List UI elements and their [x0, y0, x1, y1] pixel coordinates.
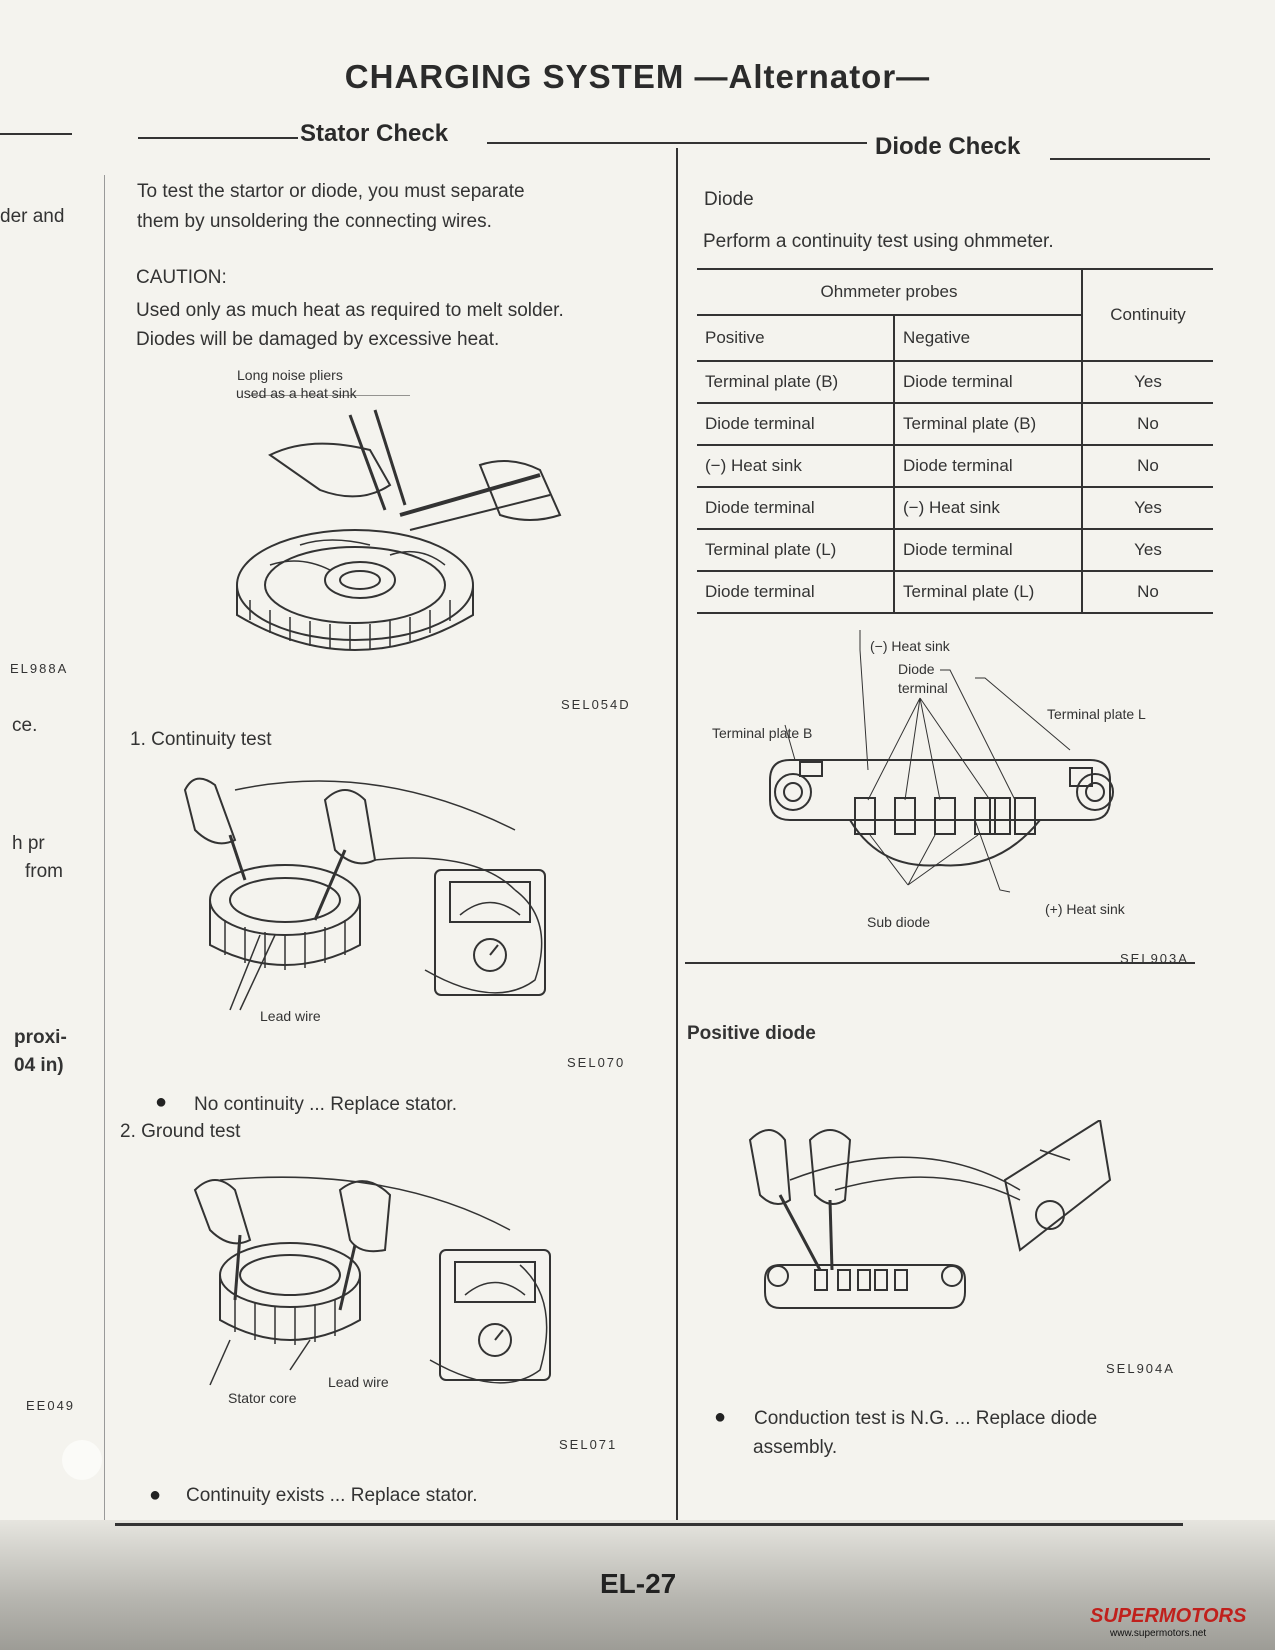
margin-fragment: der and: [0, 206, 65, 227]
watermark-url: www.supermotors.net: [1110, 1628, 1207, 1639]
figure-code: SEL054D: [561, 697, 631, 712]
positive-diode-heading: Positive diode: [687, 1023, 816, 1044]
stator-heading: Stator Check: [300, 120, 449, 147]
column-divider: [676, 148, 678, 1533]
ground-result: Continuity exists ... Replace stator.: [186, 1485, 478, 1506]
diode-result: assembly.: [753, 1437, 838, 1458]
cell-continuity: Yes: [1082, 487, 1213, 529]
caution-label: CAUTION:: [136, 267, 227, 288]
cell-negative: Terminal plate (L): [894, 571, 1082, 613]
heading-rule-right: [1050, 158, 1210, 160]
diagram-label: Terminal plate B: [712, 725, 813, 741]
watermark-logo: SUPERMOTORS: [1090, 1605, 1247, 1627]
table-header-continuity: Continuity: [1082, 269, 1213, 361]
figure-rule: [685, 962, 1195, 964]
margin-figure-code: EL988A: [10, 661, 69, 676]
diagram-label: (−) Heat sink: [870, 638, 950, 654]
positive-diode-test-illustration: [720, 1120, 1120, 1340]
cell-positive: Diode terminal: [697, 403, 894, 445]
cell-continuity: No: [1082, 445, 1213, 487]
cell-positive: Diode terminal: [697, 487, 894, 529]
continuity-test-illustration: [175, 770, 575, 1020]
ohmmeter-table: [697, 268, 1213, 614]
diode-instruction: Perform a continuity test using ohmmeter.: [703, 231, 1054, 252]
diagram-label: terminal: [898, 680, 948, 696]
cell-positive: Terminal plate (L): [697, 529, 894, 571]
page-title: [0, 58, 1275, 96]
step-ground-test: 2. Ground test: [120, 1121, 241, 1142]
figure-code: SEL071: [559, 1437, 618, 1452]
diode-heading: Diode Check: [875, 133, 1021, 160]
caution-text: Used only as much heat as required to melt solder.: [136, 300, 564, 321]
cell-continuity: Yes: [1082, 361, 1213, 403]
margin-fragment: from: [25, 861, 63, 882]
table-group-header: Ohmmeter probes: [697, 269, 1082, 315]
table-row: [697, 403, 1213, 445]
diode-subheading: Diode: [704, 189, 754, 210]
punch-hole: [62, 1440, 102, 1480]
diode-assembly-diagram: [760, 630, 1130, 930]
continuity-result: No continuity ... Replace stator.: [194, 1094, 457, 1115]
cell-negative: Diode terminal: [894, 529, 1082, 571]
figure-callout: used as a heat sink: [236, 385, 357, 401]
table-header-positive: Positive: [697, 315, 894, 361]
figure-code: SEL903A: [1120, 951, 1189, 966]
figure-callout: Stator core: [228, 1390, 297, 1406]
caution-text: Diodes will be damaged by excessive heat.: [136, 329, 500, 350]
margin-figure-code: EE049: [26, 1398, 76, 1413]
margin-fragment: 04 in): [14, 1055, 64, 1076]
table-header-negative: Negative: [894, 315, 1082, 361]
figure-callout: Long noise pliers: [237, 367, 343, 383]
table-row: [697, 571, 1213, 613]
cell-continuity: Yes: [1082, 529, 1213, 571]
diode-result: Conduction test is N.G. ... Replace diode: [754, 1408, 1098, 1429]
figure-callout: Lead wire: [260, 1008, 321, 1024]
margin-fragment: h pr: [12, 833, 45, 854]
margin-fragment: ce.: [12, 715, 38, 736]
title-main: CHARGING SYSTEM: [344, 58, 685, 95]
margin-fragment: proxi-: [14, 1027, 67, 1048]
figure-callout: Lead wire: [328, 1374, 389, 1390]
heading-rule-center: [487, 142, 867, 144]
cell-continuity: No: [1082, 403, 1213, 445]
cell-continuity: No: [1082, 571, 1213, 613]
diagram-label: Diode: [898, 661, 935, 677]
bullet-dot: ●: [149, 1484, 162, 1506]
page-number: EL-27: [600, 1568, 677, 1599]
cell-positive: Diode terminal: [697, 571, 894, 613]
heading-rule-left: [138, 137, 298, 139]
diagram-label: Sub diode: [867, 914, 931, 930]
left-margin-line: [104, 175, 105, 1535]
diagram-label: Terminal plate L: [1047, 706, 1146, 722]
footer-rule: [115, 1523, 1183, 1526]
margin-rule: [0, 133, 72, 135]
intro-text: To test the startor or diode, you must separate: [137, 181, 525, 202]
figure-code: SEL070: [567, 1055, 626, 1070]
cell-negative: Diode terminal: [894, 361, 1082, 403]
stator-soldering-illustration: [210, 395, 610, 695]
figure-code: SEL904A: [1106, 1361, 1175, 1376]
cell-positive: Terminal plate (B): [697, 361, 894, 403]
cell-positive: (−) Heat sink: [697, 445, 894, 487]
title-sub: —Alternator—: [694, 58, 931, 95]
table-row: [697, 445, 1213, 487]
cell-negative: (−) Heat sink: [894, 487, 1082, 529]
intro-text: them by unsoldering the connecting wires.: [137, 211, 492, 232]
diagram-label: (+) Heat sink: [1045, 901, 1125, 917]
step-continuity-test: 1. Continuity test: [130, 729, 272, 750]
cell-negative: Terminal plate (B): [894, 403, 1082, 445]
table-row: [697, 529, 1213, 571]
bullet-dot: ●: [155, 1091, 168, 1113]
table-row: [697, 361, 1213, 403]
cell-negative: Diode terminal: [894, 445, 1082, 487]
table-row: [697, 487, 1213, 529]
bullet-dot: ●: [714, 1406, 727, 1428]
